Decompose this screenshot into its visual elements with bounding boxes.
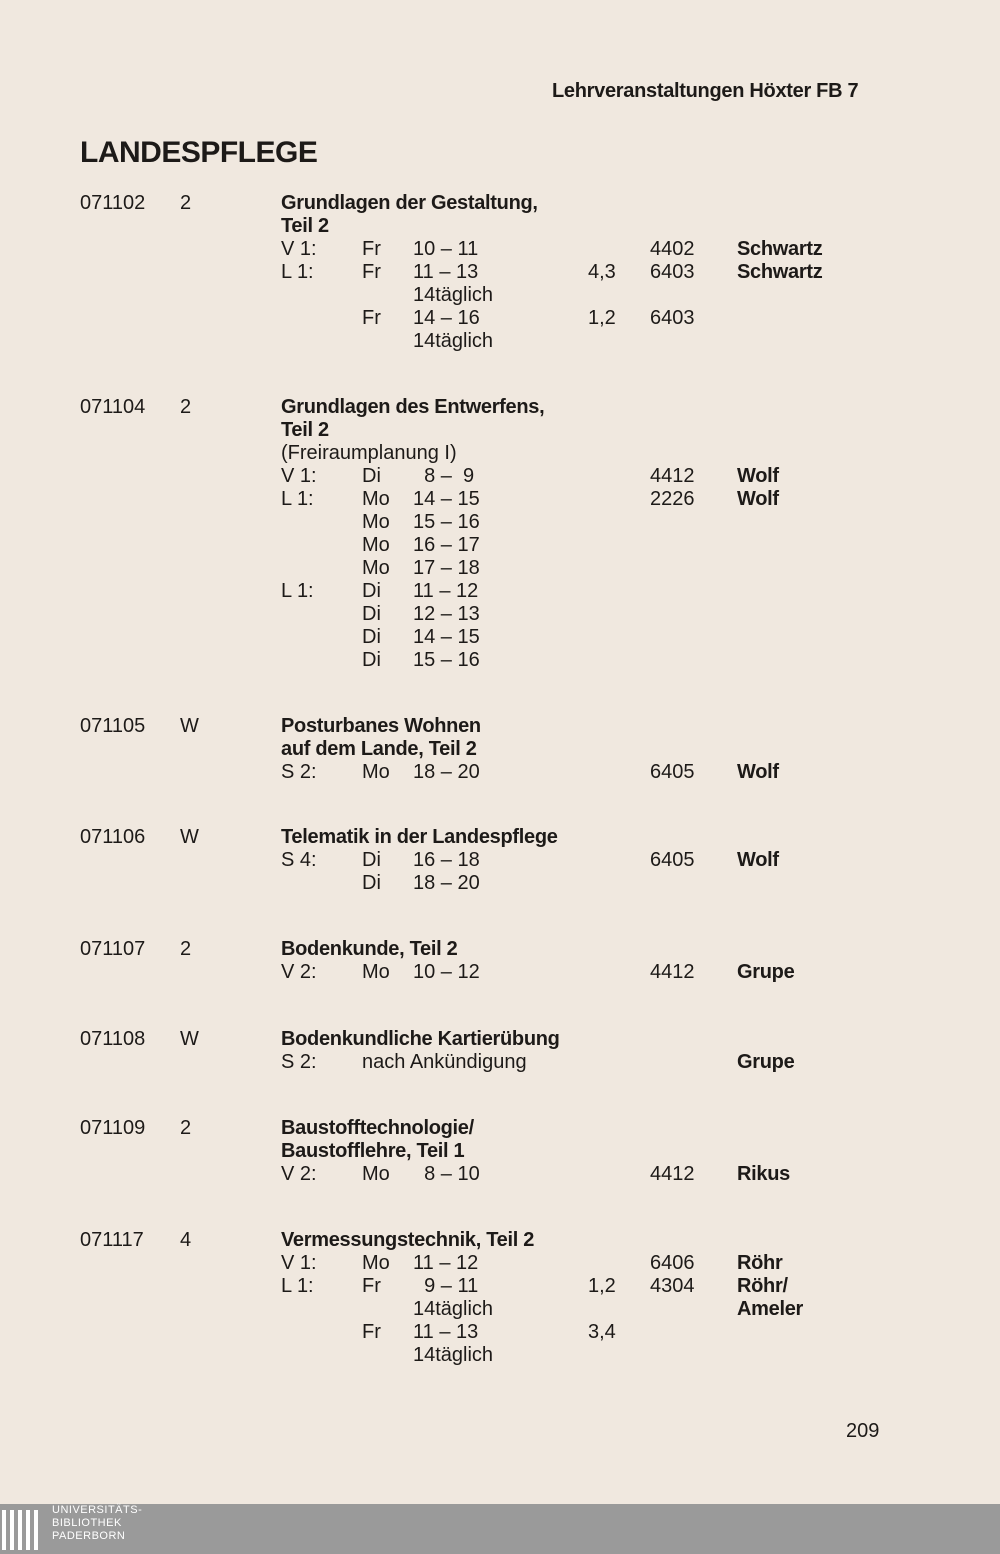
course-number: 071107 <box>80 938 146 960</box>
schedule-row <box>281 1344 881 1367</box>
course-number: 071106 <box>80 826 146 848</box>
session-time: 15 – 16 <box>413 511 480 533</box>
session-lecturer: Grupe <box>737 961 795 983</box>
session-type: S 4: <box>281 849 317 871</box>
footer-line-2: BIBLIOTHEK <box>52 1517 122 1529</box>
session-lecturer: Wolf <box>737 488 779 510</box>
session-day: Di <box>362 626 381 648</box>
course-title-line: Teil 2 <box>281 419 329 441</box>
course-category: W <box>180 1028 199 1050</box>
session-day: Di <box>362 603 381 625</box>
session-day: Fr <box>362 261 381 283</box>
page-number: 209 <box>846 1420 880 1442</box>
session-day: Di <box>362 872 381 894</box>
session-lecturer: Wolf <box>737 849 779 871</box>
course-number: 071108 <box>80 1028 146 1050</box>
schedule-row <box>281 603 881 626</box>
course-title-line: Baustofftechnologie/ <box>281 1117 474 1139</box>
session-type: L 1: <box>281 488 314 510</box>
course-title-line: Grundlagen des Entwerfens, <box>281 396 545 418</box>
session-room: 6403 <box>650 261 695 283</box>
session-lecturer: Wolf <box>737 465 779 487</box>
session-time: 14 – 15 <box>413 626 480 648</box>
session-lecturer: Schwartz <box>737 261 823 283</box>
course-number: 071102 <box>80 192 146 214</box>
course-title-line: auf dem Lande, Teil 2 <box>281 738 477 760</box>
session-room: 6405 <box>650 761 695 783</box>
session-day: Di <box>362 580 381 602</box>
session-time: 11 – 13 <box>413 261 479 283</box>
session-type: S 2: <box>281 1051 317 1073</box>
session-type: V 1: <box>281 1252 317 1274</box>
schedule-row <box>281 534 881 557</box>
session-time: 10 – 11 <box>413 238 479 260</box>
session-groups: 1,2 <box>588 307 616 329</box>
session-time: 14 – 16 <box>413 307 480 329</box>
session-groups: 4,3 <box>588 261 616 283</box>
schedule-row <box>281 1051 881 1074</box>
schedule-row <box>281 1252 881 1275</box>
footer-line-3: PADERBORN <box>52 1530 126 1542</box>
session-day: Mo <box>362 961 390 983</box>
course-category: W <box>180 715 199 737</box>
session-room: 6406 <box>650 1252 695 1274</box>
schedule-row <box>281 238 881 261</box>
course-title-line: Baustofflehre, Teil 1 <box>281 1140 465 1162</box>
schedule-row <box>281 1321 881 1344</box>
session-time: 17 – 18 <box>413 557 480 579</box>
course-category: 4 <box>180 1229 192 1251</box>
session-day: Mo <box>362 1252 390 1274</box>
course-title-line: Grundlagen der Gestaltung, <box>281 192 538 214</box>
session-time: 14täglich <box>413 330 494 352</box>
session-day: Di <box>362 649 381 671</box>
session-time: 15 – 16 <box>413 649 480 671</box>
footer-line-1: UNIVERSITÄTS- <box>52 1504 143 1516</box>
session-type: L 1: <box>281 580 314 602</box>
session-day: Mo <box>362 488 390 510</box>
session-lecturer: Röhr <box>737 1252 783 1274</box>
session-lecturer: Schwartz <box>737 238 823 260</box>
schedule-row <box>281 307 881 330</box>
session-day: Di <box>362 849 381 871</box>
course-category: W <box>180 826 199 848</box>
session-room: 4412 <box>650 1163 695 1185</box>
schedule-row <box>281 330 881 353</box>
course-number: 071105 <box>80 715 146 737</box>
session-time: 16 – 18 <box>413 849 480 871</box>
course-title-line: Posturbanes Wohnen <box>281 715 481 737</box>
session-type: V 1: <box>281 465 317 487</box>
session-day: Mo <box>362 534 390 556</box>
session-type: V 2: <box>281 961 317 983</box>
session-day: Mo <box>362 557 390 579</box>
session-lecturer: Rikus <box>737 1163 790 1185</box>
course-title-line: Bodenkunde, Teil 2 <box>281 938 458 960</box>
session-time: 18 – 20 <box>413 761 480 783</box>
session-time: 8 – 9 <box>413 465 475 487</box>
schedule-row <box>281 961 881 984</box>
schedule-row <box>281 849 881 872</box>
session-time: 11 – 12 <box>413 1252 479 1274</box>
session-room: 6405 <box>650 849 695 871</box>
schedule-row <box>281 1298 881 1321</box>
session-type: L 1: <box>281 1275 314 1297</box>
session-type: V 2: <box>281 1163 317 1185</box>
session-day: Fr <box>362 1321 381 1343</box>
session-time: 8 – 10 <box>413 1163 480 1185</box>
course-category: 2 <box>180 192 192 214</box>
session-time: 12 – 13 <box>413 603 480 625</box>
course-title-line: Vermessungstechnik, Teil 2 <box>281 1229 535 1251</box>
running-header: Lehrveranstaltungen Höxter FB 7 <box>552 80 859 102</box>
schedule-row <box>281 488 881 511</box>
session-day: nach Ankündigung <box>362 1051 527 1073</box>
schedule-row <box>281 1275 881 1298</box>
session-room: 4304 <box>650 1275 695 1297</box>
session-groups: 1,2 <box>588 1275 616 1297</box>
schedule-row <box>281 626 881 649</box>
schedule-row <box>281 261 881 284</box>
session-day: Fr <box>362 238 381 260</box>
session-lecturer: Röhr/ <box>737 1275 788 1297</box>
session-day: Fr <box>362 1275 381 1297</box>
session-day: Mo <box>362 511 390 533</box>
session-type: S 2: <box>281 761 317 783</box>
schedule-row <box>281 465 881 488</box>
library-footer <box>0 1504 1000 1554</box>
schedule-row <box>281 761 881 784</box>
session-time: 18 – 20 <box>413 872 480 894</box>
session-time: 9 – 11 <box>413 1275 479 1297</box>
section-title: LANDESPFLEGE <box>80 136 318 169</box>
schedule-row <box>281 511 881 534</box>
session-room: 4412 <box>650 961 695 983</box>
course-title-line: Telematik in der Landespflege <box>281 826 558 848</box>
session-room: 2226 <box>650 488 695 510</box>
session-day: Mo <box>362 1163 390 1185</box>
session-time: 14täglich <box>413 284 494 306</box>
course-category: 2 <box>180 938 192 960</box>
schedule-row <box>281 284 881 307</box>
library-name <box>52 1504 142 1543</box>
session-room: 4402 <box>650 238 695 260</box>
session-type: V 1: <box>281 238 317 260</box>
session-time: 16 – 17 <box>413 534 480 556</box>
schedule-row <box>281 557 881 580</box>
course-category: 2 <box>180 396 192 418</box>
course-number: 071109 <box>80 1117 146 1139</box>
session-time: 14täglich <box>413 1298 494 1320</box>
session-room: 6403 <box>650 307 695 329</box>
course-number: 071104 <box>80 396 146 418</box>
library-logo-icon <box>0 1510 46 1550</box>
session-lecturer: Grupe <box>737 1051 795 1073</box>
session-type: L 1: <box>281 261 314 283</box>
session-time: 14täglich <box>413 1344 494 1366</box>
course-category: 2 <box>180 1117 192 1139</box>
schedule-row <box>281 872 881 895</box>
session-time: 11 – 12 <box>413 580 479 602</box>
session-time: 14 – 15 <box>413 488 480 510</box>
schedule-row <box>281 580 881 603</box>
course-subtitle: (Freiraumplanung I) <box>281 442 457 464</box>
course-title-line: Teil 2 <box>281 215 329 237</box>
schedule-row <box>281 1163 881 1186</box>
schedule-row <box>281 649 881 672</box>
session-lecturer: Ameler <box>737 1298 804 1320</box>
course-title-line: Bodenkundliche Kartierübung <box>281 1028 560 1050</box>
session-lecturer: Wolf <box>737 761 779 783</box>
session-time: 10 – 12 <box>413 961 480 983</box>
course-number: 071117 <box>80 1229 144 1251</box>
session-day: Di <box>362 465 381 487</box>
session-groups: 3,4 <box>588 1321 616 1343</box>
session-day: Fr <box>362 307 381 329</box>
session-day: Mo <box>362 761 390 783</box>
session-time: 11 – 13 <box>413 1321 479 1343</box>
session-room: 4412 <box>650 465 695 487</box>
